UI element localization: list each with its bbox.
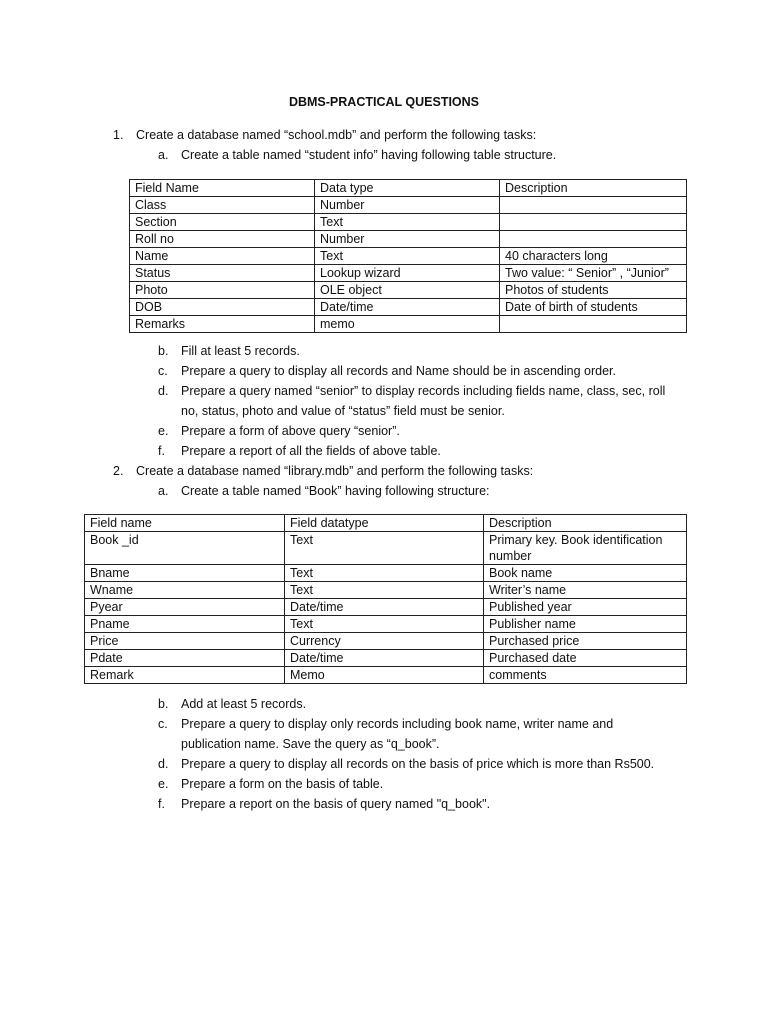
task-text: Prepare a form on the basis of table. [181, 777, 384, 791]
table-cell: Book name [484, 565, 687, 582]
column-header: Field datatype [285, 515, 484, 532]
table-cell: Purchased price [484, 633, 687, 650]
task-text: Prepare a query to display all records and Name should be in ascending order. [181, 364, 616, 378]
book-field-row [85, 616, 687, 633]
q1-text: Create a database named “school.mdb” and perform the following tasks: [136, 128, 537, 142]
table-cell: memo [315, 316, 500, 333]
page-title: DBMS-PRACTICAL QUESTIONS [288, 95, 480, 109]
table-cell: OLE object [315, 282, 500, 299]
task-text: Prepare a form of above query “senior”. [181, 424, 400, 438]
task-letter: e. [158, 424, 169, 438]
task-text: Fill at least 5 records. [181, 344, 300, 358]
table-cell: Text [315, 214, 500, 231]
q1-a-letter: a. [158, 148, 169, 162]
book-field-row [85, 532, 687, 565]
student-field-row [130, 231, 687, 248]
table-cell: Number [315, 231, 500, 248]
column-header: Description [500, 180, 687, 197]
table-cell: Remarks [130, 316, 315, 333]
student-field-row [130, 248, 687, 265]
table-cell: Date of birth of students [500, 299, 687, 316]
table-cell: Photos of students [500, 282, 687, 299]
task-text: publication name. Save the query as “q_book”. [181, 737, 440, 751]
column-header: Field Name [130, 180, 315, 197]
table-cell: Currency [285, 633, 484, 650]
task-text: Prepare a query to display only records including book name, writer name and [181, 717, 614, 731]
table-cell: Published year [484, 599, 687, 616]
table-cell: Date/time [285, 650, 484, 667]
table-cell: Wname [85, 582, 285, 599]
table-cell: Roll no [130, 231, 315, 248]
student-field-row [130, 265, 687, 282]
table-cell [500, 316, 687, 333]
table-cell: Memo [285, 667, 484, 684]
table-cell: 40 characters long [500, 248, 687, 265]
student-field-row [130, 316, 687, 333]
q1-number: 1. [113, 128, 124, 142]
student-field-row [130, 197, 687, 214]
table-cell: Lookup wizard [315, 265, 500, 282]
table-cell: Status [130, 265, 315, 282]
q2-a-text: Create a table named “Book” having following structure: [181, 484, 490, 498]
table-cell: Date/time [285, 599, 484, 616]
table-header-row [85, 515, 687, 532]
task-text: Prepare a query named “senior” to display records including fields name, class, sec, roll [181, 384, 666, 398]
table-cell: Section [130, 214, 315, 231]
book-field-row [85, 633, 687, 650]
task-letter: b. [158, 697, 169, 711]
table-cell: Two value: “ Senior” , “Junior” [500, 265, 687, 282]
book-field-row [85, 650, 687, 667]
task-text: Prepare a query to display all records on the basis of price which is more than Rs500. [181, 757, 655, 771]
table-cell: Bname [85, 565, 285, 582]
table-cell: Book _id [85, 532, 285, 565]
student-field-row [130, 282, 687, 299]
book-field-row [85, 599, 687, 616]
table-cell: Text [315, 248, 500, 265]
task-letter: d. [158, 757, 169, 771]
column-header: Data type [315, 180, 500, 197]
table-cell: Publisher name [484, 616, 687, 633]
column-header: Description [484, 515, 687, 532]
q1-a-text: Create a table named “student info” having following table structure. [181, 148, 557, 162]
task-text: Prepare a report of all the fields of above table. [181, 444, 441, 458]
book-table [84, 514, 687, 684]
task-text: Add at least 5 records. [181, 697, 307, 711]
task-letter: f. [158, 444, 165, 458]
task-letter: f. [158, 797, 165, 811]
q2-text: Create a database named “library.mdb” and perform the following tasks: [136, 464, 534, 478]
task-letter: c. [158, 364, 168, 378]
table-cell: Pname [85, 616, 285, 633]
column-header: Field name [85, 515, 285, 532]
table-cell [500, 197, 687, 214]
task-letter: b. [158, 344, 169, 358]
table-cell: Class [130, 197, 315, 214]
q2-number: 2. [113, 464, 124, 478]
task-text: Prepare a report on the basis of query named "q_book". [181, 797, 491, 811]
table-cell: Number [315, 197, 500, 214]
student-field-row [130, 214, 687, 231]
task-letter: d. [158, 384, 169, 398]
book-field-row [85, 667, 687, 684]
table-cell: Photo [130, 282, 315, 299]
student-field-row [130, 299, 687, 316]
table-cell [500, 214, 687, 231]
table-cell: Text [285, 616, 484, 633]
task-letter: e. [158, 777, 169, 791]
table-cell: Writer’s name [484, 582, 687, 599]
book-field-row [85, 565, 687, 582]
table-cell: Price [85, 633, 285, 650]
table-cell: comments [484, 667, 687, 684]
table-cell: Date/time [315, 299, 500, 316]
task-letter: c. [158, 717, 168, 731]
table-cell: Text [285, 582, 484, 599]
table-cell [500, 231, 687, 248]
book-field-row [85, 582, 687, 599]
student-info-table [129, 179, 687, 333]
table-cell: Pdate [85, 650, 285, 667]
table-cell: Remark [85, 667, 285, 684]
table-cell: Purchased date [484, 650, 687, 667]
table-cell: DOB [130, 299, 315, 316]
task-text: no, status, photo and value of “status” field must be senior. [181, 404, 505, 418]
table-cell: Pyear [85, 599, 285, 616]
table-cell: Text [285, 565, 484, 582]
table-cell: Primary key. Book identification number [484, 532, 687, 565]
q2-a-letter: a. [158, 484, 169, 498]
table-cell: Name [130, 248, 315, 265]
table-cell: Text [285, 532, 484, 565]
table-header-row [130, 180, 687, 197]
